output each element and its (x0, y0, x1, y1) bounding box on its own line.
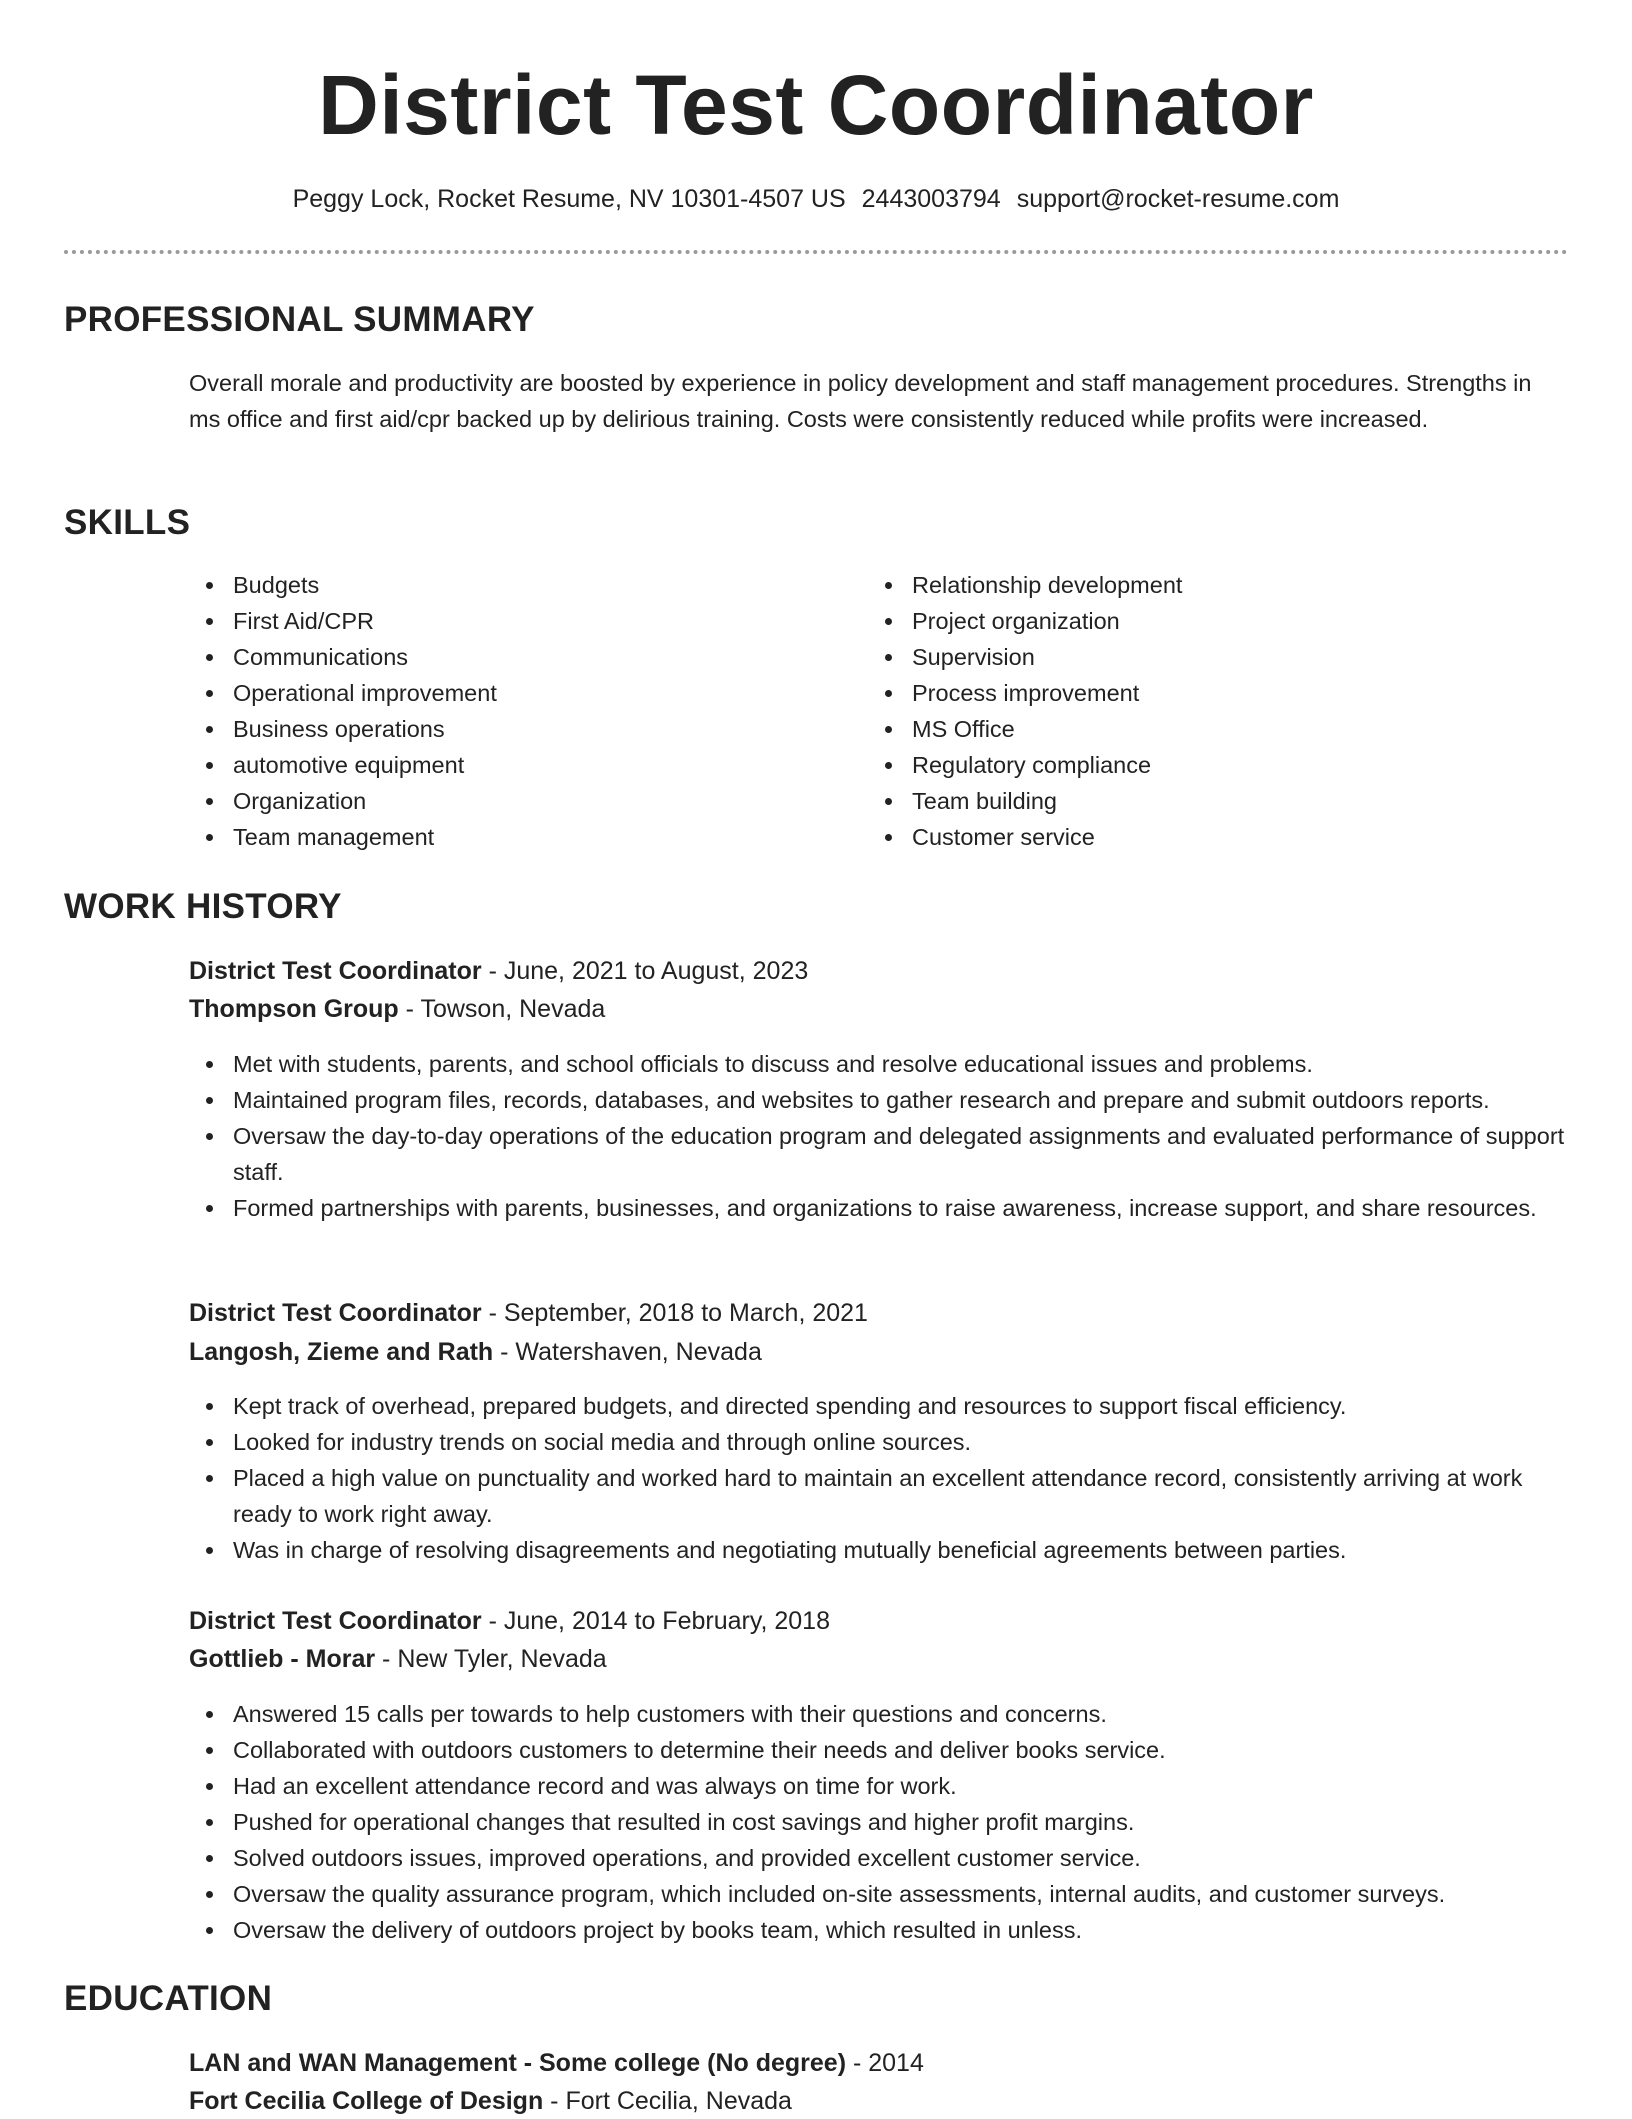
job-location: - Towson, Nevada (398, 995, 606, 1023)
job-bullet: Met with students, parents, and school officials to discuss and resolve educational issues and problems. (189, 1046, 1579, 1082)
resume-name: District Test Coordinator (318, 58, 1314, 152)
skill-item: Relationship development (868, 567, 1468, 603)
skill-item: Organization (189, 783, 789, 819)
skill-item: Project organization (868, 603, 1468, 639)
contact-email: support@rocket-resume.com (1016, 185, 1340, 213)
skill-item: Team management (189, 819, 789, 855)
skill-item: Customer service (868, 819, 1468, 855)
skill-item: Business operations (189, 711, 789, 747)
skill-item: First Aid/CPR (189, 603, 789, 639)
job-bullets (189, 1046, 1579, 1226)
skill-item: Operational improvement (189, 675, 789, 711)
job-bullets (189, 1696, 1579, 1948)
job-bullet: Collaborated with outdoors customers to determine their needs and deliver books service. (189, 1732, 1579, 1768)
education-school-line (189, 2083, 792, 2119)
job-role: District Test Coordinator (189, 1607, 482, 1635)
job-bullet: Looked for industry trends on social media and through online sources. (189, 1424, 1579, 1460)
skill-item: Communications (189, 639, 789, 675)
job-bullet: Kept track of overhead, prepared budgets, and directed spending and resources to support fiscal efficiency. (189, 1388, 1579, 1424)
contact-phone: 2443003794 (861, 185, 1001, 213)
section-title-education: EDUCATION (64, 1979, 273, 2018)
skill-item: Process improvement (868, 675, 1468, 711)
skills-list-right (868, 567, 1468, 855)
job-dates: - June, 2014 to February, 2018 (481, 1607, 830, 1635)
skill-item: Supervision (868, 639, 1468, 675)
section-title-summary: PROFESSIONAL SUMMARY (64, 300, 535, 339)
job-location: - New Tyler, Nevada (375, 1645, 607, 1673)
education-degree: LAN and WAN Management - Some college (No degree) (189, 2049, 847, 2077)
job-company-line (189, 1641, 607, 1677)
job-bullet: Answered 15 calls per towards to help customers with their questions and concerns. (189, 1696, 1579, 1732)
job-bullet: Oversaw the delivery of outdoors project by books team, which resulted in unless. (189, 1912, 1579, 1948)
job-bullet: Solved outdoors issues, improved operations, and provided excellent customer service. (189, 1840, 1579, 1876)
skill-item: Budgets (189, 567, 789, 603)
job-title-line (189, 1295, 868, 1331)
job-role: District Test Coordinator (189, 957, 482, 985)
skill-item: Regulatory compliance (868, 747, 1468, 783)
job-company: Gottlieb - Morar (189, 1645, 376, 1673)
job-company: Thompson Group (189, 995, 399, 1023)
job-bullet: Oversaw the quality assurance program, which included on-site assessments, internal audits, and customer surveys. (189, 1876, 1579, 1912)
job-bullets (189, 1388, 1579, 1568)
job-bullet: Had an excellent attendance record and was always on time for work. (189, 1768, 1579, 1804)
job-bullet: Placed a high value on punctuality and worked hard to maintain an excellent attendance record, consistently arriving at work ready to work right away. (189, 1460, 1579, 1532)
job-dates: - June, 2021 to August, 2023 (481, 957, 809, 985)
section-title-work-history: WORK HISTORY (64, 887, 342, 926)
job-company-line (189, 1334, 762, 1370)
job-location: - Watershaven, Nevada (493, 1338, 762, 1366)
job-company-line (189, 991, 605, 1027)
education-degree-line (189, 2045, 924, 2081)
job-bullet: Pushed for operational changes that resulted in cost savings and higher profit margins. (189, 1804, 1579, 1840)
header-divider (64, 250, 1568, 254)
skill-item: MS Office (868, 711, 1468, 747)
section-title-skills: SKILLS (64, 503, 191, 542)
job-title-line (189, 1603, 830, 1639)
education-school: Fort Cecilia College of Design (189, 2087, 544, 2115)
summary-text: Overall morale and productivity are boosted by experience in policy development and staff management procedures. Strengths in ms office and first aid/cpr backed up by delirious training. Costs were consistently reduced while profits were increased. (189, 370, 1532, 432)
job-bullet: Maintained program files, records, databases, and websites to gather research and prepare and submit outdoors reports. (189, 1082, 1579, 1118)
job-bullet: Was in charge of resolving disagreements and negotiating mutually beneficial agreements between parties. (189, 1532, 1579, 1568)
job-bullet: Oversaw the day-to-day operations of the education program and delegated assignments and evaluated performance of support staff. (189, 1118, 1579, 1190)
education-year: - 2014 (846, 2049, 924, 2077)
skills-list-left (189, 567, 789, 855)
skill-item: Team building (868, 783, 1468, 819)
education-location: - Fort Cecilia, Nevada (543, 2087, 792, 2115)
job-bullet: Formed partnerships with parents, businesses, and organizations to raise awareness, increase support, and share resources. (189, 1190, 1579, 1226)
job-role: District Test Coordinator (189, 1299, 482, 1327)
job-title-line (189, 953, 808, 989)
job-dates: - September, 2018 to March, 2021 (481, 1299, 868, 1327)
skill-item: automotive equipment (189, 747, 789, 783)
job-company: Langosh, Zieme and Rath (189, 1338, 494, 1366)
contact-line (0, 182, 1632, 216)
contact-address: Peggy Lock, Rocket Resume, NV 10301-4507 US (292, 185, 846, 213)
